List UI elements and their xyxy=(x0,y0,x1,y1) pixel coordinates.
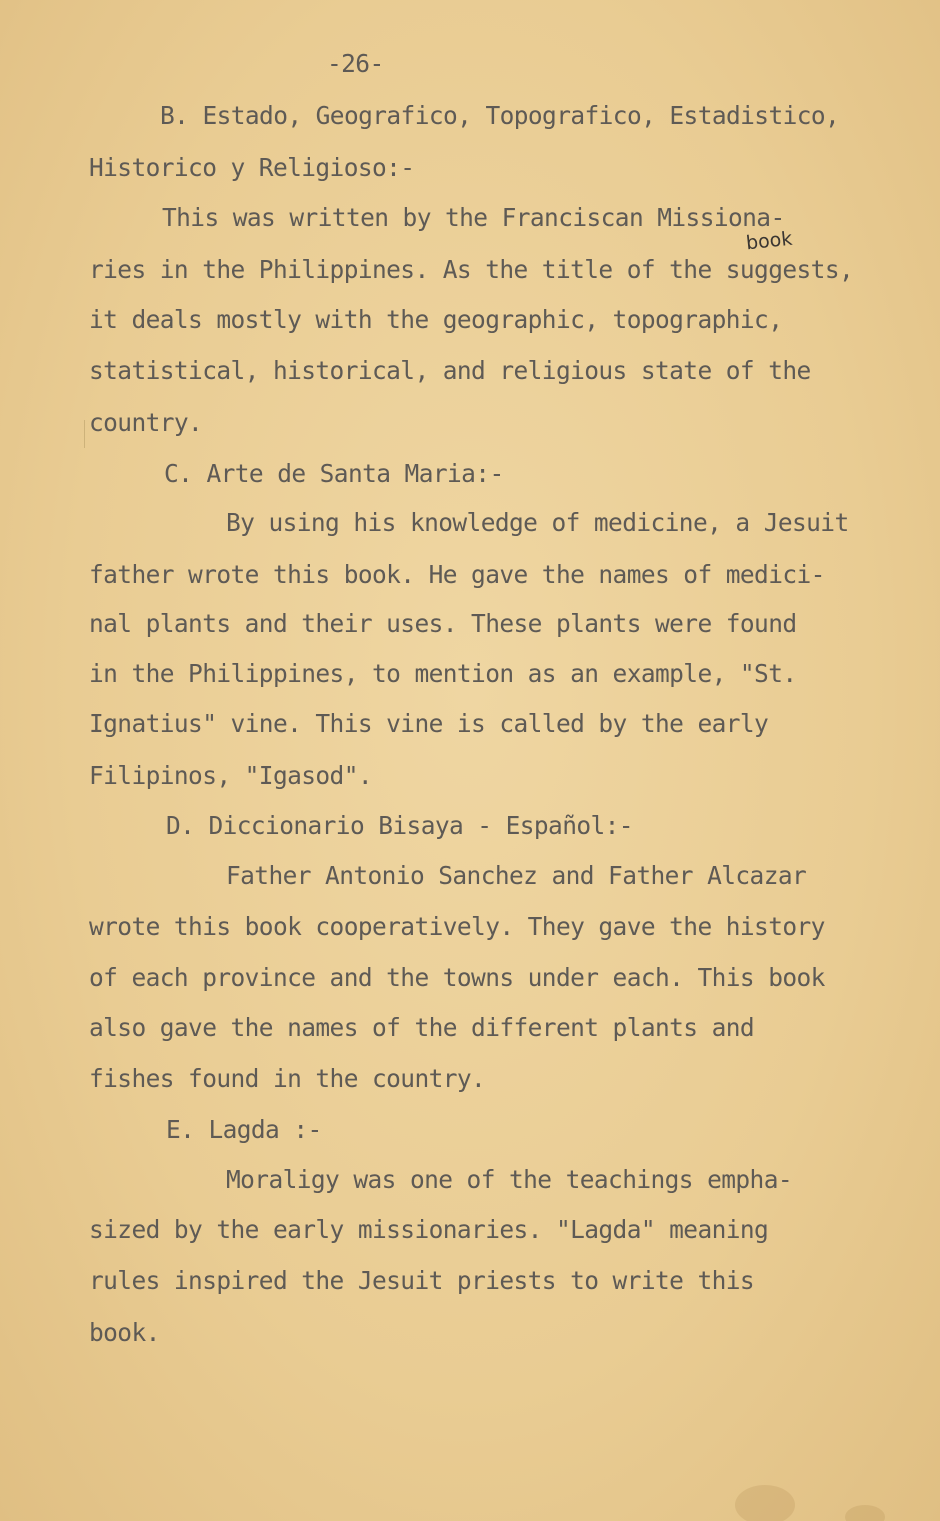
heading-c: C. Arte de Santa Maria:- xyxy=(164,459,504,488)
text-line: statistical, historical, and religious state of the xyxy=(89,356,811,385)
text-line: Father Antonio Sanchez and Father Alcazar xyxy=(226,861,807,890)
text-line: This was written by the Franciscan Missiona- xyxy=(162,203,785,232)
text-line: Filipinos, "Igasod". xyxy=(89,761,373,790)
heading-b: B. Estado, Geografico, Topografico, Estadistico, xyxy=(160,101,840,130)
text-line: country. xyxy=(89,408,203,437)
text-line: Moraligy was one of the teachings empha- xyxy=(226,1165,793,1194)
text-line: fishes found in the country. xyxy=(89,1064,486,1093)
text-line: ries in the Philippines. As the title of the suggests, xyxy=(89,255,854,284)
text-line: sized by the early missionaries. "Lagda" meaning xyxy=(89,1215,769,1244)
text-line: nal plants and their uses. These plants were found xyxy=(89,609,797,638)
margin-mark xyxy=(84,420,85,448)
text-line: of each province and the towns under each. This book xyxy=(89,963,825,992)
text-line: Ignatius" vine. This vine is called by the early xyxy=(89,709,769,738)
handwritten-insert: book xyxy=(744,227,794,255)
text-line: wrote this book cooperatively. They gave the history xyxy=(89,912,825,941)
page-number: -26- xyxy=(327,49,384,78)
text-line: father wrote this book. He gave the names of medici- xyxy=(89,560,825,589)
paper-stain xyxy=(735,1485,795,1521)
text-line: in the Philippines, to mention as an example, "St. xyxy=(89,659,797,688)
text-line: Historico y Religioso:- xyxy=(89,153,415,182)
text-line: also gave the names of the different plants and xyxy=(89,1013,755,1042)
text-line: rules inspired the Jesuit priests to write this xyxy=(89,1266,755,1295)
heading-d: D. Diccionario Bisaya - Español:- xyxy=(166,811,633,840)
text-line: book. xyxy=(89,1318,160,1347)
text-line: By using his knowledge of medicine, a Jesuit xyxy=(226,508,849,537)
text-line: it deals mostly with the geographic, topographic, xyxy=(89,305,783,334)
heading-e: E. Lagda :- xyxy=(166,1115,322,1144)
paper-stain xyxy=(845,1505,885,1521)
